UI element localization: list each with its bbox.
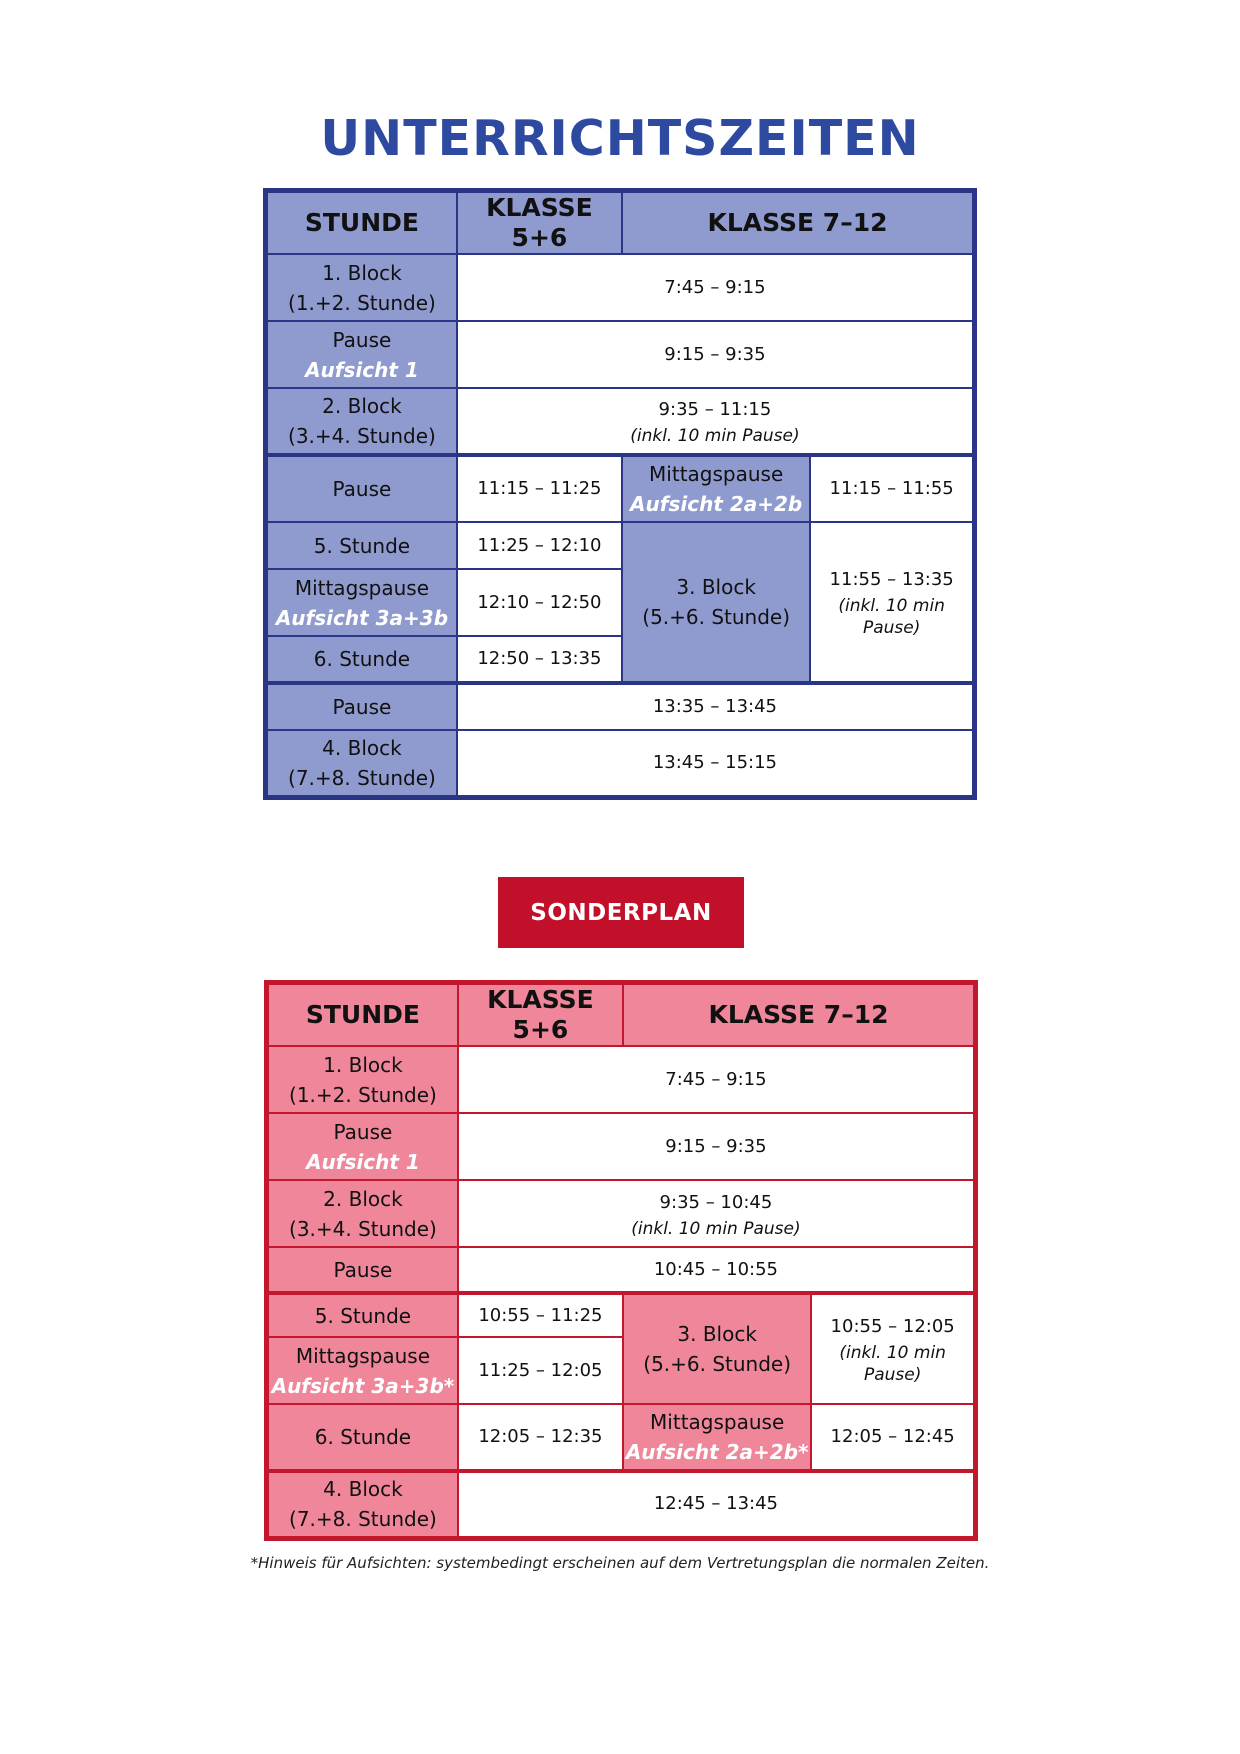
- regular-schedule-table: [263, 188, 977, 800]
- time-cell: 12:50 – 13:35: [457, 636, 622, 683]
- page-title: UNTERRICHTSZEITEN: [320, 110, 920, 167]
- row-label: Pause: [266, 455, 457, 522]
- header-stunde: STUNDE: [266, 191, 457, 255]
- time-cell: 13:45 – 15:15: [457, 730, 975, 797]
- lunch-break-cell: Mittagspause Aufsicht 2a+2b*: [623, 1404, 811, 1471]
- header-klasse-5-6: KLASSE 5+6: [457, 191, 622, 255]
- header-klasse-7-12: KLASSE 7–12: [622, 191, 975, 255]
- time-cell: 11:15 – 11:25: [457, 455, 622, 522]
- time-cell: 12:05 – 12:45: [811, 1404, 975, 1471]
- time-cell: 11:55 – 13:35 (inkl. 10 min Pause): [810, 522, 974, 683]
- row-label: Pause: [266, 683, 457, 730]
- time-cell: 11:25 – 12:10: [457, 522, 622, 569]
- time-cell: 9:35 – 10:45 (inkl. 10 min Pause): [458, 1180, 976, 1247]
- row-label: 1. Block (1.+2. Stunde): [267, 1046, 458, 1113]
- row-label: Pause: [267, 1247, 458, 1293]
- time-cell: 9:35 – 11:15 (inkl. 10 min Pause): [457, 388, 975, 455]
- row-label: 4. Block (7.+8. Stunde): [267, 1471, 458, 1538]
- time-cell: 12:10 – 12:50: [457, 569, 622, 636]
- time-cell: 13:35 – 13:45: [457, 683, 975, 730]
- row-label: Mittagspause Aufsicht 3a+3b: [266, 569, 457, 636]
- time-cell: 12:45 – 13:45: [458, 1471, 976, 1538]
- time-cell: 9:15 – 9:35: [458, 1113, 976, 1180]
- footnote: *Hinweis für Aufsichten: systembedingt erscheinen auf dem Vertretungsplan die normalen Zeiten.: [250, 1554, 990, 1572]
- lunch-break-cell: Mittagspause Aufsicht 2a+2b: [622, 455, 810, 522]
- row-label: Mittagspause Aufsicht 3a+3b*: [267, 1337, 458, 1404]
- time-cell: 9:15 – 9:35: [457, 321, 975, 388]
- time-cell: 11:15 – 11:55: [810, 455, 974, 522]
- row-label: 2. Block (3.+4. Stunde): [267, 1180, 458, 1247]
- row-label: 4. Block (7.+8. Stunde): [266, 730, 457, 797]
- time-cell: 11:25 – 12:05: [458, 1337, 623, 1404]
- time-cell: 7:45 – 9:15: [457, 254, 975, 321]
- time-cell: 12:05 – 12:35: [458, 1404, 623, 1471]
- header-klasse-5-6: KLASSE 5+6: [458, 983, 623, 1047]
- time-cell: 10:55 – 12:05 (inkl. 10 min Pause): [811, 1293, 975, 1404]
- row-label: Pause Aufsicht 1: [266, 321, 457, 388]
- row-label: 2. Block (3.+4. Stunde): [266, 388, 457, 455]
- block-3-cell: 3. Block (5.+6. Stunde): [623, 1293, 811, 1404]
- row-label: 6. Stunde: [267, 1404, 458, 1471]
- header-stunde: STUNDE: [267, 983, 458, 1047]
- row-label: 1. Block (1.+2. Stunde): [266, 254, 457, 321]
- row-label: Pause Aufsicht 1: [267, 1113, 458, 1180]
- row-label: 5. Stunde: [266, 522, 457, 569]
- time-cell: 7:45 – 9:15: [458, 1046, 976, 1113]
- sonderplan-banner: SONDERPLAN: [498, 877, 744, 948]
- time-cell: 10:45 – 10:55: [458, 1247, 976, 1293]
- time-cell: 10:55 – 11:25: [458, 1293, 623, 1337]
- row-label: 6. Stunde: [266, 636, 457, 683]
- header-klasse-7-12: KLASSE 7–12: [623, 983, 976, 1047]
- special-schedule-table: [264, 980, 978, 1541]
- block-3-cell: 3. Block (5.+6. Stunde): [622, 522, 810, 683]
- row-label: 5. Stunde: [267, 1293, 458, 1337]
